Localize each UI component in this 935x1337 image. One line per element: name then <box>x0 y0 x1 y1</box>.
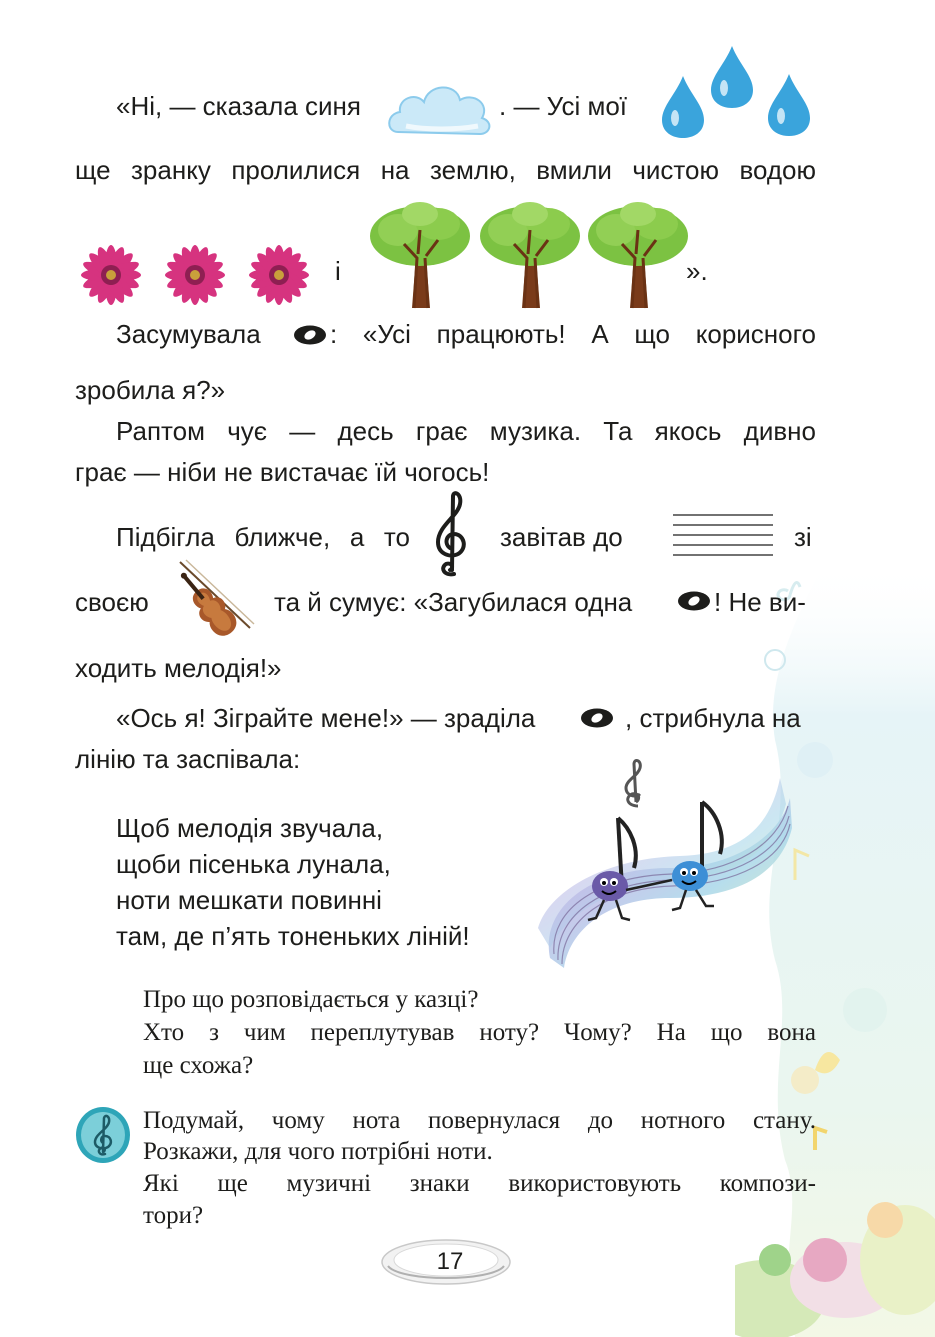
story-text: «Ось я! Зіграйте мене!» — зраділа <box>116 703 536 733</box>
story-text: , стрибнула на <box>625 703 801 733</box>
story-text: Засумувала <box>116 319 261 349</box>
cloud-icon <box>386 76 494 138</box>
story-text: ». <box>686 256 708 286</box>
page-number: 17 <box>436 1248 464 1275</box>
story-text: зробила я?» <box>75 375 226 405</box>
story-text: і <box>335 256 341 286</box>
question-line: Хто з чим переплутував ноту? Чому? На що вона <box>143 1019 816 1046</box>
whole-note-icon <box>293 325 327 345</box>
story-text: та й сумує: «Загубилася одна <box>274 587 633 617</box>
story-text: ходить мелодія!» <box>75 653 282 683</box>
task-line: Подумай, чому нота повернулася до нотного стану. <box>143 1107 816 1134</box>
poem-line: щоби пісенька лунала, <box>116 849 391 879</box>
flower-icon <box>162 242 228 308</box>
story-text: своєю <box>75 587 149 617</box>
task-line: Розкажи, для чого потрібні ноти. <box>143 1138 493 1165</box>
task-line: Які ще музичні знаки використовують компози- <box>143 1170 816 1197</box>
story-text: зі <box>794 522 812 552</box>
poem-line: Щоб мелодія звучала, <box>116 813 384 843</box>
tree-icon <box>368 196 472 308</box>
treble-clef-icon <box>432 490 472 578</box>
task-line: тори? <box>143 1202 204 1229</box>
raindrop-icon <box>662 76 704 138</box>
poem-line: там, де п’ять тоненьких ліній! <box>116 921 470 951</box>
poem-line: ноти мешкати повинні <box>116 885 382 915</box>
violin-icon <box>170 558 258 644</box>
story-text: завітав до <box>500 522 623 552</box>
story-text: лінію та заспівала: <box>75 744 301 774</box>
story-text: «Ні, — сказала синя <box>116 91 361 121</box>
raindrop-icon <box>711 46 753 108</box>
tree-icon <box>586 196 690 308</box>
question-line: ще схожа? <box>143 1052 254 1079</box>
treble-clef-badge-icon <box>75 1106 131 1164</box>
whole-note-icon <box>677 591 711 611</box>
flower-icon <box>246 242 312 308</box>
story-text: Раптом чує — десь грає музика. Та якось дивно <box>116 416 816 446</box>
staff-lines-icon <box>673 513 773 557</box>
story-text: ще зранку пролилися на землю, вмили чистою водою <box>75 155 816 185</box>
whole-note-icon <box>580 708 614 728</box>
flower-icon <box>78 242 144 308</box>
story-text: ! Не ви- <box>714 587 806 617</box>
question-line: Про що розповідається у казці? <box>143 986 479 1013</box>
story-text: : «Усі працюють! А що корисного <box>330 319 816 349</box>
story-text: грає — ніби не вистачає їй чогось! <box>75 457 490 487</box>
raindrop-icon <box>768 74 810 136</box>
tree-icon <box>478 196 582 308</box>
dancing-notes-illustration <box>530 758 800 980</box>
story-text: Підбігла ближче, а то <box>116 522 410 552</box>
story-text: . — Усі мої <box>499 91 628 121</box>
